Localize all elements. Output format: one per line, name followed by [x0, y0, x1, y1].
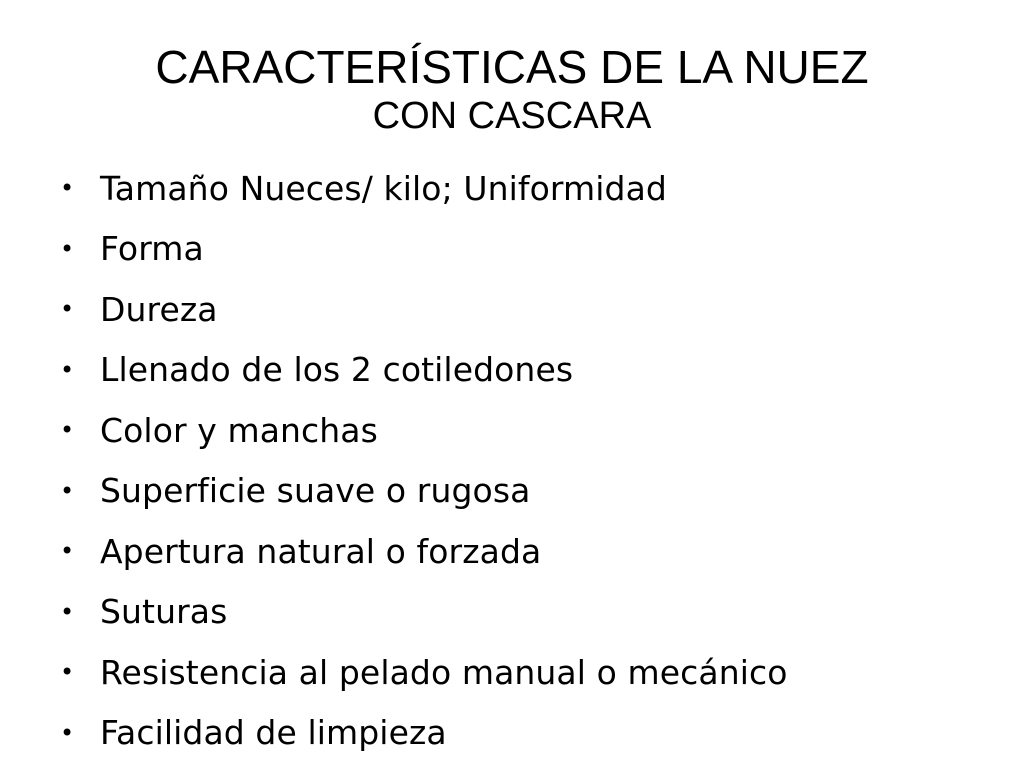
list-item-text: Tamaño Nueces/ kilo; Uniformidad: [100, 168, 667, 208]
list-item: [60, 340, 788, 401]
bullet-list: [60, 158, 788, 763]
list-item-text: Dureza: [100, 289, 218, 329]
list-item-text: Facilidad de limpieza: [100, 713, 447, 753]
list-item-text: Suturas: [100, 592, 228, 632]
bullet-icon: •: [60, 416, 75, 445]
bullet-icon: •: [60, 295, 75, 324]
slide-subtitle: CON CASCARA: [372, 95, 652, 137]
list-item-text: Forma: [100, 229, 204, 269]
bullet-icon: •: [60, 537, 75, 566]
slide-title: CARACTERÍSTICAS DE LA NUEZ: [155, 41, 869, 93]
bullet-icon: •: [60, 234, 75, 263]
title-block: [0, 38, 1024, 136]
list-item: [60, 521, 788, 582]
list-item: [60, 703, 788, 764]
bullet-icon: •: [60, 718, 75, 747]
list-item: [60, 279, 788, 340]
list-item-text: Llenado de los 2 cotiledones: [100, 350, 574, 390]
bullet-icon: •: [60, 476, 75, 505]
list-item-text: Resistencia al pelado manual o mecánico: [100, 652, 788, 692]
bullet-icon: •: [60, 658, 75, 687]
list-item-text: Superficie suave o rugosa: [100, 471, 531, 511]
bullet-icon: •: [60, 174, 75, 203]
bullet-icon: •: [60, 597, 75, 626]
list-item: [60, 219, 788, 280]
list-item-text: Color y manchas: [100, 410, 378, 450]
list-item-text: Apertura natural o forzada: [100, 531, 542, 571]
list-item: [60, 400, 788, 461]
list-item: [60, 642, 788, 703]
list-item: [60, 461, 788, 522]
list-item: [60, 158, 788, 219]
bullet-icon: •: [60, 355, 75, 384]
list-item: [60, 582, 788, 643]
